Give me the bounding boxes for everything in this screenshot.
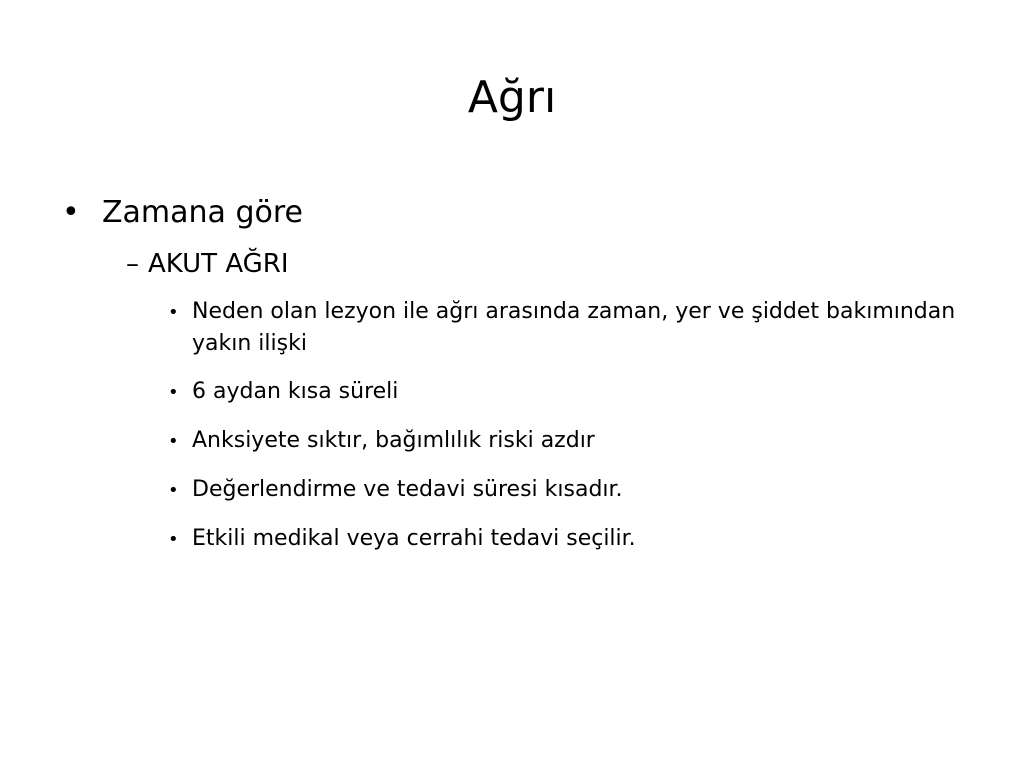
bullet-marker: • — [168, 480, 179, 501]
bullet-marker: • — [168, 431, 179, 452]
bullet-text: 6 aydan kısa süreli — [192, 379, 399, 404]
bullet-text: Zamana göre — [102, 195, 304, 230]
bullet-text: Etkili medikal veya cerrahi tedavi seçilir. — [192, 526, 636, 551]
bullet-item-level-3 — [168, 474, 980, 507]
bullet-marker: • — [62, 195, 80, 230]
bullet-marker: • — [168, 529, 179, 550]
bullet-item-level-3 — [168, 376, 980, 409]
bullet-item-level-3 — [168, 523, 980, 556]
slide-title: Ağrı — [467, 72, 557, 123]
bullet-marker: • — [168, 302, 179, 323]
bullet-item-level-3 — [168, 296, 980, 360]
bullet-text: Değerlendirme ve tedavi süresi kısadır. — [192, 477, 623, 502]
bullet-item-level-3 — [168, 425, 980, 458]
bullet-text: Anksiyete sıktır, bağımlılık riski azdır — [192, 428, 595, 453]
bullet-item-level-1 — [60, 190, 980, 236]
slide-content — [60, 190, 980, 556]
bullet-text: AKUT AĞRI — [148, 249, 289, 279]
bullet-marker: • — [168, 382, 179, 403]
bullet-text: Neden olan lezyon ile ağrı arasında zaman, yer ve şiddet bakımından yakın ilişki — [192, 299, 956, 356]
dash-marker: – — [126, 249, 139, 279]
bullet-item-level-2 — [126, 244, 980, 284]
